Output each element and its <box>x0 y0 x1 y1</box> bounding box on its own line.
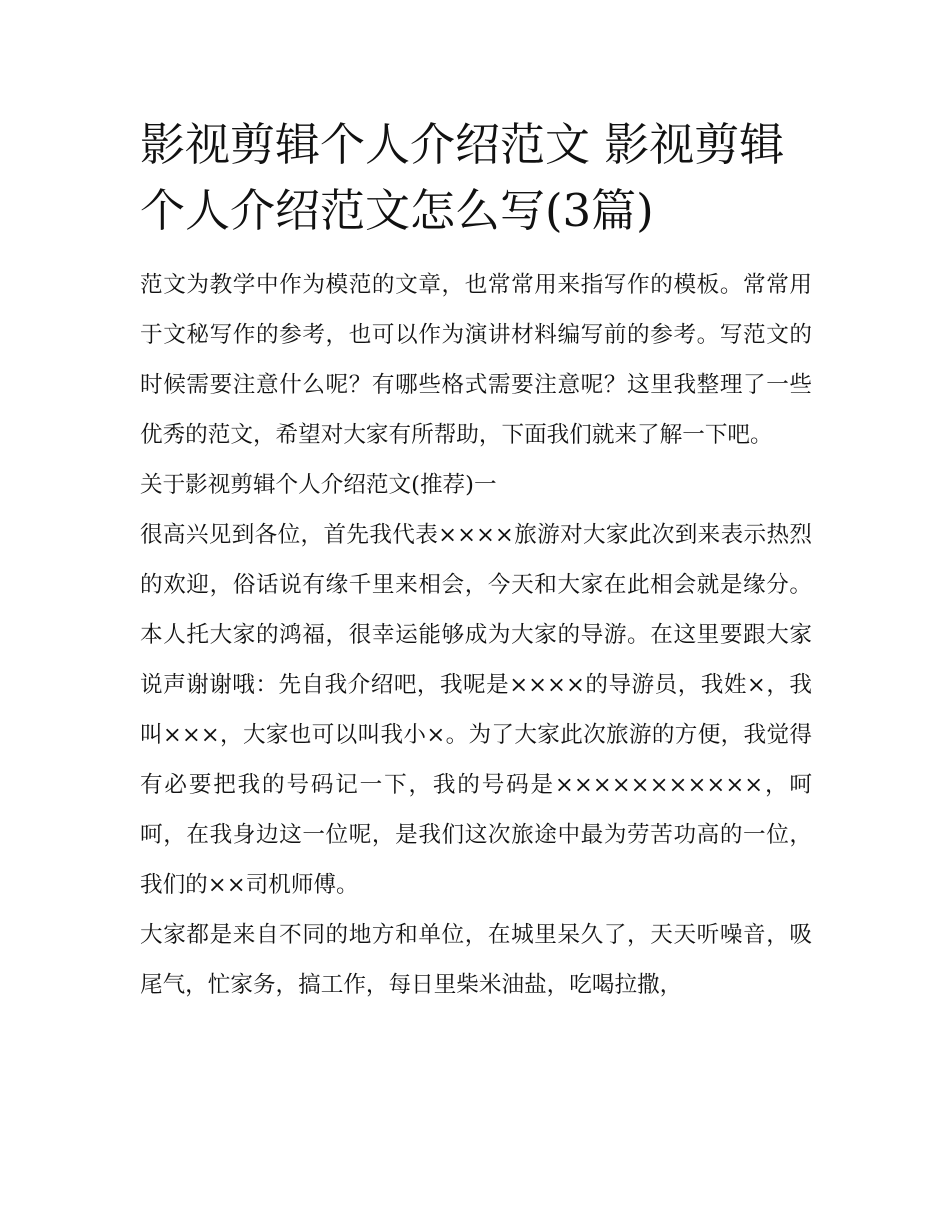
document-title: 影视剪辑个人介绍范文 影视剪辑个人介绍范文怎么写(3篇) <box>140 118 785 237</box>
body-paragraph-2: 大家都是来自不同的地方和单位，在城里呆久了，天天听噪音，吸尾气，忙家务，搞工作，每日里柴米油盐，吃喝拉撒， <box>140 922 812 998</box>
section-heading: 关于影视剪辑个人介绍范文(推荐)一 <box>140 472 497 498</box>
intro-paragraph: 范文为教学中作为模范的文章，也常常用来指写作的模板。常常用于文秘写作的参考，也可以作为演讲材料编写前的参考。写范文的时候需要注意什么呢？有哪些格式需要注意呢？这里我整理了一些优秀的范文，希望对大家有所帮助，下面我们就来了解一下吧。 <box>140 272 812 448</box>
body-paragraph-1: 很高兴见到各位，首先我代表××××旅游对大家此次到来表示热烈的欢迎，俗话说有缘千里来相会，今天和大家在此相会就是缘分。本人托大家的鸿福，很幸运能够成为大家的导游。在这里要跟大家说声谢谢哦：先自我介绍吧，我呢是××××的导游员，我姓×，我叫×××，大家也可以叫我小×。为了大家此次旅游的方便，我觉得有必要把我的号码记一下，我的号码是×××××××××××，呵呵，在我身边这一位呢，是我们这次旅途中最为劳苦功高的一位，我们的××司机师傅。 <box>140 522 812 898</box>
document-body <box>140 112 812 1010</box>
